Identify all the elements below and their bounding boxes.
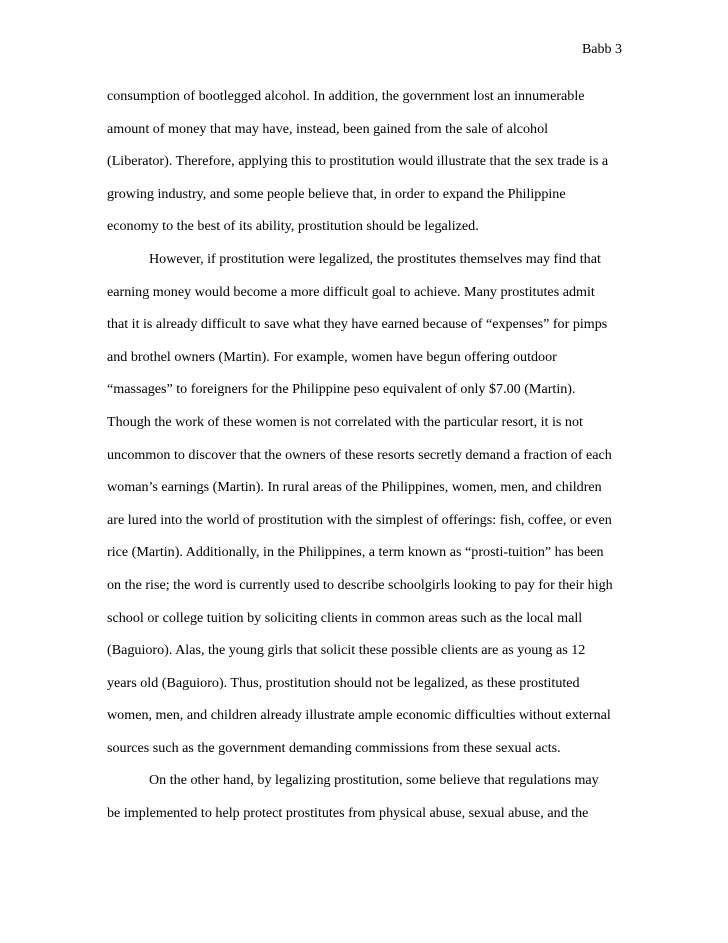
text-line: years old (Baguioro). Thus, prostitution should not be legalized, as these prostituted: [107, 674, 580, 691]
text-line: and brothel owners (Martin). For example, women have begun offering outdoor: [107, 348, 557, 365]
text-line: (Baguioro). Alas, the young girls that solicit these possible clients are as young as 12: [107, 642, 586, 659]
paragraph-first-line: On the other hand, by legalizing prostitution, some believe that regulations may: [149, 772, 599, 789]
running-head: Babb 3: [581, 42, 622, 57]
body-text: [107, 86, 627, 836]
text-line: sources such as the government demanding commissions from these sexual acts.: [107, 739, 561, 756]
text-line: amount of money that may have, instead, been gained from the sale of alcohol: [107, 120, 549, 137]
text-line: economy to the best of its ability, prostitution should be legalized.: [107, 218, 479, 235]
text-line: Though the work of these women is not correlated with the particular resort, it is not: [107, 413, 583, 430]
paragraph-first-line: However, if prostitution were legalized, the prostitutes themselves may find that: [149, 250, 601, 267]
text-line: are lured into the world of prostitution with the simplest of offerings: fish, coffee, or even: [107, 511, 612, 528]
text-line: woman’s earnings (Martin). In rural areas of the Philippines, women, men, and children: [107, 479, 602, 496]
text-line: growing industry, and some people believe that, in order to expand the Philippine: [107, 185, 566, 202]
text-line: that it is already difficult to save what they have earned because of “expenses” for pimps: [107, 316, 608, 333]
text-line: earning money would become a more difficult goal to achieve. Many prostitutes admit: [107, 283, 595, 300]
text-line: women, men, and children already illustrate ample economic difficulties without external: [107, 707, 611, 724]
text-line: be implemented to help protect prostitutes from physical abuse, sexual abuse, and the: [107, 805, 589, 822]
text-line: uncommon to discover that the owners of these resorts secretly demand a fraction of each: [107, 446, 612, 463]
text-line: (Liberator). Therefore, applying this to prostitution would illustrate that the sex trade is a: [107, 153, 609, 170]
text-line: “massages” to foreigners for the Philippine peso equivalent of only $7.00 (Martin).: [107, 381, 576, 398]
text-line: school or college tuition by soliciting clients in common areas such as the local mall: [107, 609, 583, 626]
text-line: rice (Martin). Additionally, in the Philippines, a term known as “prosti-tuition” has been: [107, 544, 604, 561]
text-line: consumption of bootlegged alcohol. In addition, the government lost an innumerable: [107, 88, 585, 104]
text-line: on the rise; the word is currently used to describe schoolgirls looking to pay for their high: [107, 576, 613, 593]
